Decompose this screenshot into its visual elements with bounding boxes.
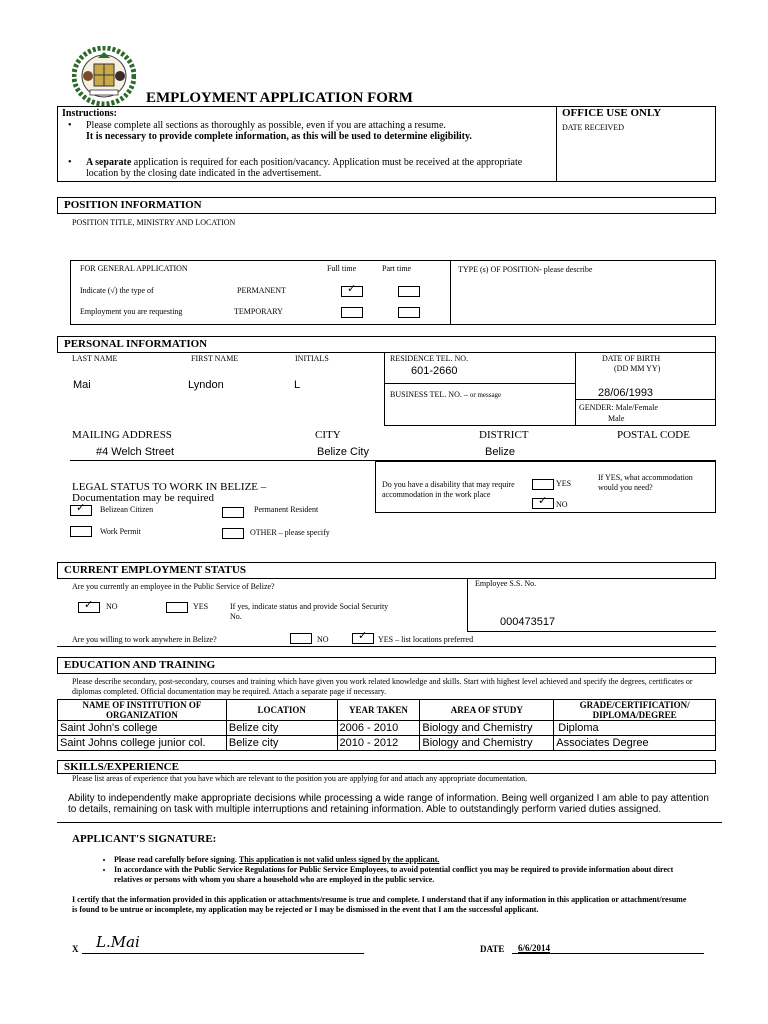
last-name-value[interactable]: Mai xyxy=(73,379,91,391)
table-cell[interactable]: Belize city xyxy=(226,736,337,751)
requesting-label: Employment you are requesting xyxy=(80,307,183,316)
table-cell[interactable]: Saint John's college xyxy=(58,721,227,736)
full-time-label: Full time xyxy=(327,264,357,273)
signature-notes: • Please read carefully before signing. This application is not valid unless signed by the applicant. • In accordance with the Public Service Regulations for Public Service Employees, to avoid potential conflict you may be required to provide information about direct relatives or persons with whom you share a household who are employed in the public service. xyxy=(96,855,696,885)
employment-section-title: CURRENT EMPLOYMENT STATUS xyxy=(57,562,716,579)
legal-status-label: LEGAL STATUS TO WORK IN BELIZE – xyxy=(72,481,267,493)
education-table xyxy=(57,699,716,751)
date-label: DATE xyxy=(480,944,505,954)
instructions-heading: Instructions: xyxy=(62,108,118,119)
skills-text[interactable]: Ability to independently make appropriate decisions while processing a wide range of information. Being well organized I am able to pay attention to details, remaining on task with multiple interruptions and retaining information. Able to outstandingly perform varied duties assigned. xyxy=(68,793,709,815)
table-cell[interactable]: Biology and Chemistry xyxy=(420,736,554,751)
accommodation-question: If YES, what accommodation would you need? xyxy=(598,473,693,492)
phone-box xyxy=(384,352,716,426)
belizean-citizen-label: Belizean Citizen xyxy=(100,505,154,514)
documentation-label: Documentation may be required xyxy=(72,492,215,504)
temporary-full-time-checkbox[interactable] xyxy=(341,307,363,318)
other-status-checkbox[interactable] xyxy=(222,528,244,539)
institution-header: NAME OF INSTITUTION OF ORGANIZATION xyxy=(58,700,227,721)
check-icon: ✓ xyxy=(76,502,86,514)
permanent-full-time-checkbox[interactable] xyxy=(341,283,363,297)
year-header: YEAR TAKEN xyxy=(337,700,420,721)
disability-no-label: NO xyxy=(556,500,568,509)
position-section-title: POSITION INFORMATION xyxy=(57,197,716,214)
work-anywhere-yes-label: YES – list locations preferred xyxy=(378,635,474,644)
public-service-question: Are you currently an employee in the Public Service of Belize? xyxy=(72,582,275,591)
mailing-address-value[interactable]: #4 Welch Street xyxy=(96,446,175,458)
grade-header: GRADE/CERTIFICATION/ DIPLOMA/DEGREE xyxy=(554,700,716,721)
coat-of-arms-emblem xyxy=(72,46,136,106)
table-cell[interactable]: Saint Johns college junior col. xyxy=(58,736,227,751)
public-service-yes-label: YES xyxy=(193,602,209,611)
employee-ss-value[interactable]: 000473517 xyxy=(500,616,556,628)
signature-heading: APPLICANT'S SIGNATURE: xyxy=(72,833,217,845)
part-time-label: Part time xyxy=(382,264,412,273)
dob-label: DATE OF BIRTH xyxy=(602,354,661,363)
permanent-resident-checkbox[interactable] xyxy=(222,507,244,518)
public-service-no-label: NO xyxy=(106,602,118,611)
check-icon: ✓ xyxy=(84,599,94,611)
work-anywhere-no-label: NO xyxy=(317,635,329,644)
personal-section-title: PERSONAL INFORMATION xyxy=(57,336,716,353)
business-tel-label: BUSINESS TEL. NO. – or message xyxy=(390,390,502,399)
education-section-title: EDUCATION AND TRAINING xyxy=(57,657,716,674)
public-service-yes-checkbox[interactable] xyxy=(166,602,188,613)
education-table-header xyxy=(58,700,716,721)
temporary-part-time-checkbox[interactable] xyxy=(398,307,420,318)
work-permit-label: Work Permit xyxy=(100,527,141,536)
area-of-study-header: AREA OF STUDY xyxy=(420,700,554,721)
check-icon: ✓ xyxy=(347,283,357,295)
table-cell[interactable]: Associates Degree xyxy=(554,736,716,751)
gender-value[interactable]: Male xyxy=(608,414,625,423)
initials-label: INITIALS xyxy=(295,354,329,363)
check-icon: ✓ xyxy=(358,630,368,642)
if-yes-note: If yes, indicate status and provide Social Security No. xyxy=(230,602,389,621)
skills-section-title: SKILLS/EXPERIENCE xyxy=(57,760,716,774)
general-application-label: FOR GENERAL APPLICATION xyxy=(80,264,188,273)
date-value[interactable]: 6/6/2014 xyxy=(518,943,551,953)
table-row xyxy=(58,721,716,736)
residence-tel-value[interactable]: 601-2660 xyxy=(411,365,458,377)
district-label: DISTRICT xyxy=(479,429,529,441)
education-description: Please describe secondary, post-secondary, courses and training which have given you work related knowledge and skills. Start with highest level achieved and specify the degrees, certificates or diplomas completed. Official documentation may be required. Attach a separate page if necessary. xyxy=(72,677,693,696)
office-use-heading: OFFICE USE ONLY xyxy=(562,107,662,119)
belizean-citizen-checkbox[interactable] xyxy=(70,502,92,516)
instructions-bullet-2: • A separate application is required for each position/vacancy. Application must be received at the appropriate location by the closing date indicated in the advertisement. xyxy=(68,157,523,179)
residence-tel-label: RESIDENCE TEL. NO. xyxy=(390,354,469,363)
city-value[interactable]: Belize City xyxy=(317,446,369,458)
table-row xyxy=(58,736,716,751)
public-service-no-checkbox[interactable] xyxy=(78,599,100,613)
disability-yes-checkbox[interactable] xyxy=(532,479,554,490)
gender-label: GENDER: Male/Female xyxy=(579,403,658,412)
work-anywhere-yes-checkbox[interactable] xyxy=(352,630,374,644)
check-icon: ✓ xyxy=(538,495,548,507)
table-cell[interactable]: 2006 - 2010 xyxy=(337,721,420,736)
date-received-label: DATE RECEIVED xyxy=(562,123,624,132)
employee-ss-label: Employee S.S. No. xyxy=(475,579,537,588)
signature-value[interactable]: L.Mai xyxy=(96,933,140,951)
date-line xyxy=(512,953,704,954)
permanent-resident-label: Permanent Resident xyxy=(254,505,319,514)
city-label: CITY xyxy=(315,429,341,441)
disability-yes-label: YES xyxy=(556,479,572,488)
mailing-address-label: MAILING ADDRESS xyxy=(72,429,172,441)
initials-value[interactable]: L xyxy=(294,379,301,391)
dob-format-label: (DD MM YY) xyxy=(614,364,661,373)
postal-code-label: POSTAL CODE xyxy=(617,429,690,441)
table-cell[interactable]: Belize city xyxy=(226,721,337,736)
district-value[interactable]: Belize xyxy=(485,446,515,458)
certification-text: I certify that the information provided in this application or attachments/resume is true and complete. I understand that if any information in this application or attachment/resume is found to be untrue or incomplete, my application may be rejected or I may be dismissed in the event that I am the successful applicant. xyxy=(72,895,687,914)
signature-x-label: X xyxy=(72,944,79,954)
signature-line xyxy=(82,953,364,954)
skills-description: Please list areas of experience that you have which are relevant to the position you are applying for and attach any appropriate documentation. xyxy=(72,774,528,783)
table-cell[interactable]: Diploma xyxy=(554,721,716,736)
last-name-label: LAST NAME xyxy=(72,354,118,363)
dob-value[interactable]: 28/06/1993 xyxy=(598,387,654,399)
indicate-label: Indicate (√) the type of xyxy=(80,286,154,295)
table-cell[interactable]: Biology and Chemistry xyxy=(420,721,554,736)
instructions-bullet-1: • Please complete all sections as thoroughly as possible, even if you are attaching a resume. It is necessary to provide complete information, as this will be used to determine eligibility. xyxy=(68,120,472,142)
other-status-label: OTHER – please specify xyxy=(250,528,330,537)
work-anywhere-question: Are you willing to work anywhere in Belize? xyxy=(72,635,217,644)
permanent-label: PERMANENT xyxy=(237,286,286,295)
temporary-label: TEMPORARY xyxy=(234,307,283,316)
disability-question: Do you have a disability that may require accommodation in the work place xyxy=(382,480,515,499)
type-of-position-label: TYPE (s) OF POSITION- please describe xyxy=(458,265,593,274)
location-header: LOCATION xyxy=(226,700,337,721)
first-name-label: FIRST NAME xyxy=(191,354,239,363)
disability-no-checkbox[interactable] xyxy=(532,495,554,509)
work-permit-checkbox[interactable] xyxy=(70,526,92,537)
position-title-label: POSITION TITLE, MINISTRY AND LOCATION xyxy=(72,218,236,227)
first-name-value[interactable]: Lyndon xyxy=(188,379,224,391)
permanent-part-time-checkbox[interactable] xyxy=(398,286,420,297)
table-cell[interactable]: 2010 - 2012 xyxy=(337,736,420,751)
work-anywhere-no-checkbox[interactable] xyxy=(290,633,312,644)
form-title: EMPLOYMENT APPLICATION FORM xyxy=(146,90,413,106)
